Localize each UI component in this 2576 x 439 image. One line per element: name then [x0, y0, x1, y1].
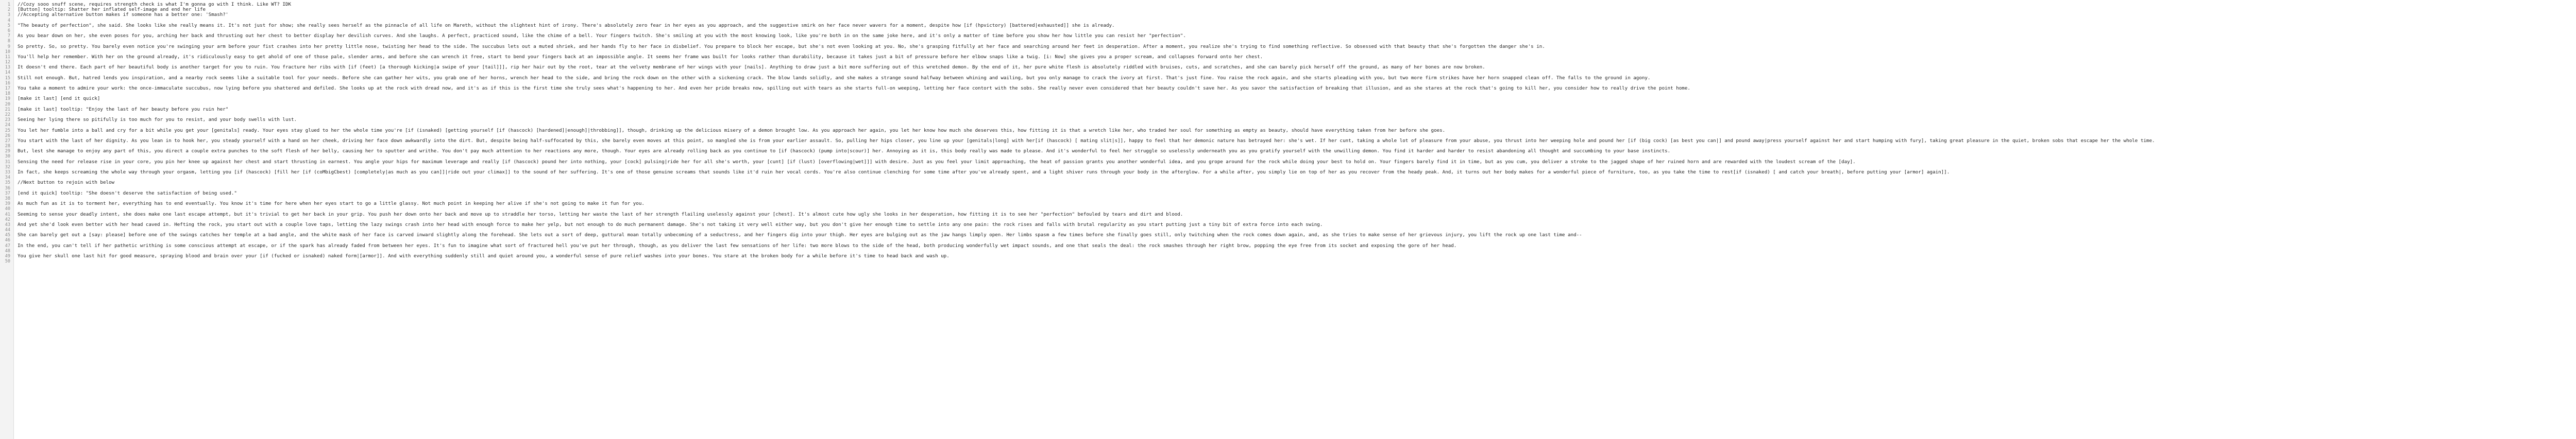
line-text[interactable]: Seeing her lying there so pitifully is too much for you to resist, and your body swells with lust. — [18, 117, 297, 123]
line-text[interactable]: She can barely get out a [say: please] before one of the swings catches her temple at a bad angle, and the white mask of her face is carved inward slightly along the forehead. She lets out a sort of deep, guttural moan totally unbecoming of a seductress, and her fingers dig into your thigh. Her eyes are bulging out as the jaw hangs limply open. Her limbs spasm a few times before she finally goes still, only twitching when the rock comes down again, and, as she tries to make sense of her grievous injury, you lift the rock up one last time and-- — [18, 233, 1582, 238]
editor-line[interactable] — [0, 170, 2576, 175]
editor-line[interactable] — [0, 206, 2576, 212]
line-number: 19 — [5, 96, 10, 102]
line-number: 37 — [5, 190, 10, 196]
line-number: 1 — [7, 2, 10, 7]
line-text[interactable]: [Button] tooltip: Shatter her inflated self-image and end her life — [18, 7, 206, 13]
editor-line[interactable] — [0, 2, 2576, 7]
line-text[interactable]: //Accepting alternative button makes if someone has a better one: 'Smash?' — [18, 12, 229, 18]
line-text[interactable]: It doesn't end there. Each part of her beautiful body is another target for you to ruin. You fracture her ribs with [if (feet) [a thorough kicking|a swipe of your [tail]]], rip her hair out by the root, tear at the velvety membrane of her wings with your [nails]. Anything to draw just a bit more suffering out of this wretched demon. By the end of it, her pure white flesh is absolutely riddled with bruises, cuts, and scratches, and she can barely pick herself off the ground, as many of her bones are now broken. — [18, 65, 1485, 71]
line-number: 12 — [5, 60, 10, 65]
editor-line[interactable] — [0, 191, 2576, 196]
editor-line[interactable] — [0, 102, 2576, 107]
line-text[interactable]: You let her fumble into a ball and cry for a bit while you get your [genitals] ready. Your eyes stay glued to her the whole time you're [if (isnaked) [getting yourself [if (hascock) [hardened]|enough]|throbbing]], though, drinking up the delicious misery of a demon brought low. As you approach her again, you let her know how much she deserves this, how fitting it is that a wretch like her, who traded her soul for something as empty as beauty, should have everything taken from her before she goes. — [18, 128, 1446, 133]
line-number: 33 — [5, 170, 10, 175]
line-number: 42 — [5, 217, 10, 222]
line-text[interactable]: //Cozy sooo snuff scene, requires strength check is what I'm gonna go with I think. Like WT? IDK — [18, 2, 292, 7]
line-number: 29 — [5, 149, 10, 154]
editor-line[interactable] — [0, 28, 2576, 33]
editor-line[interactable] — [0, 60, 2576, 65]
editor-line[interactable] — [0, 128, 2576, 133]
line-number: 38 — [5, 196, 10, 201]
editor-line[interactable] — [0, 7, 2576, 12]
editor-line[interactable] — [0, 44, 2576, 49]
line-number: 10 — [5, 49, 10, 55]
line-number: 28 — [5, 144, 10, 149]
editor-line[interactable] — [0, 49, 2576, 55]
editor-line[interactable] — [0, 65, 2576, 70]
line-number: 44 — [5, 227, 10, 233]
line-text[interactable]: Sensing the need for release rise in your core, you pin her knee up against her chest and start thrusting in earnest. You angle your hips for maximum leverage and really [if (hascock) pound her into nothing, your [cock] pulsing|ride her for all she's worth, your [cunt] [if (lust) [overflowing|wet]]] with desire. Just as you feel your limit approaching, the heat of passion grants you another wonderful idea, and you grope around for the rock while doing your best to hold on. Your fingers barely find it in time, but as you cum, you deliver a stroke to the jagged shape of her ruined horn and are rewarded with the loudest scream of the [day]. — [18, 159, 1856, 165]
editor-line[interactable] — [0, 196, 2576, 201]
line-text[interactable]: So pretty. So, so pretty. You barely even notice you're swinging your arm before your fist crashes into her pretty little nose, twisting her head to the side. The succubus lets out a muted shriek, and her hands fly to her face in disbelief. You prepare to block her escape, but she's not even looking at you. No, she's grasping fitfully at her face and searching around her feet in desperation. After a moment, you realize she's trying to find something reflective. So obsessed with that beauty that she's forgotten the danger she's in. — [18, 44, 1545, 49]
line-number: 3 — [7, 12, 10, 18]
editor-line[interactable] — [0, 165, 2576, 170]
editor-line[interactable] — [0, 12, 2576, 17]
line-number: 9 — [7, 44, 10, 49]
line-number: 46 — [5, 238, 10, 243]
line-text[interactable]: Still not enough. But, hatred lends you inspiration, and a nearby rock seems like a suitable tool for your needs. Before she can gather her wits, you grab one of her horns, wrench her head to the side, and bring the rock down on the other with a sickening crack. The blow lands solidly, and she makes a strange sound halfway between whining and wailing, but you only manage to crack the ivory at first. That's just fine. You raise the rock again, and she starts pleading with you, but two more firm strikes have her horn snapped clean off. The falls to the ground in agony. — [18, 75, 1651, 81]
editor-line[interactable] — [0, 259, 2576, 264]
line-text[interactable]: You start with the last of her dignity. As you lean in to hook her, you steady yourself with a hand on her cheek, driving her face down awkwardly into the dirt. But, despite being half-suffocated by this, she barely even moves at this point, so mangled she is from your earlier assault. So, pulling her hips closer, you line up your [genitals|long] with her[if (hascock) [ mating slit|s]], happy to feel that her demonic nature has betrayed her: she's wet. If her cunt, taking a whole lot of pleasure from your abuse, you thrust into her weeping hole and pound her [if (big cock) [as best you can|] and pound away|press yourself against her and start humping with fury], taking great pleasure in the quiet, broken sobs that escape her the whole time. — [18, 138, 2155, 144]
line-number: 26 — [5, 133, 10, 138]
line-number: 41 — [5, 212, 10, 217]
line-text[interactable]: And yet she'd look even better with her head caved in. Hefting the rock, you start out with a couple love taps, letting the lazy swings crash into her head with enough force to make her yelp, but not enough to do much permanent damage. She's not taking it very well either way, but you don't give her enough time to settle into any one pain: the rock rises and falls with brutal regularity as you start putting just a tiny bit of extra force into each swing. — [18, 222, 1323, 227]
editor-line[interactable] — [0, 222, 2576, 227]
editor-line[interactable] — [0, 249, 2576, 254]
editor-line[interactable] — [0, 254, 2576, 259]
editor-line[interactable] — [0, 96, 2576, 101]
editor-line[interactable] — [0, 175, 2576, 180]
line-text[interactable]: [make it last] tooltip: "Enjoy the last of her beauty before you ruin her" — [18, 107, 229, 112]
line-text[interactable]: You take a moment to admire your work: the once-immaculate succubus, now lying before you shattered and defiled. She looks up at the rock with dread now, and it's as if this is the first time she truly sees what's happening to her. And even her pride breaks now, spilling out with tears as she starts full-on weeping, letting her face contort with the sobs. She really never even considered that her beauty couldn't save her. As you savor the satisfaction of breaking that illusion, and as she stares at the rock that's going to kill her, you consider how to really drive the point home. — [18, 86, 1690, 91]
line-number: 35 — [5, 180, 10, 186]
line-number: 20 — [5, 101, 10, 107]
line-text[interactable]: As you bear down on her, she even poses for you, arching her back and thrusting out her chest to better display her devilish curves. And she laughs. A perfect, practiced sound, like the chime of a bell. Your fingers twitch. She's smiling at you with the most knowing look, like you're both in on the same joke here, and it's only a matter of time before you show her how little you can resist her "perfection". — [18, 33, 1186, 39]
editor-line[interactable] — [0, 227, 2576, 233]
line-number: 23 — [5, 117, 10, 123]
editor-line[interactable] — [0, 76, 2576, 81]
line-number: 22 — [5, 112, 10, 117]
line-text[interactable]: "The beauty of perfection", she said. She looks like she really means it. It's not just for show; she really sees herself as the pinnacle of all life on Mareth, without the slightest hint of irony. There's absolutely zero fear in her eyes as you approach, and the suggestive smirk on her face never wavers for a moment, despite how [if (hpvictory) [battered|exhausted]] she is already. — [18, 23, 1115, 28]
editor-line[interactable] — [0, 112, 2576, 117]
editor-line[interactable] — [0, 55, 2576, 60]
line-text[interactable]: You'll help her remember. With her on the ground already, it's ridiculously easy to get ahold of one of those pale, slender arms, and before she can wrench it free, start to bend your fingers back at an impossible angle. It seems her frame was built for looks rather than durability, because it takes just a bit of pressure before her elbow snaps like a twig. [i: Now] she gives you a proper scream, and collapses forward onto her chest. — [18, 54, 1263, 60]
line-text[interactable]: In the end, you can't tell if her pathetic writhing is some conscious attempt at escape, or if the spark has already faded from between her eyes. It's fun to imagine what sort of fractured hell you've put her through, though, as you deliver the last few sensations of her life: two more blows to the side of the head, both producing wonderfully wet impact sounds, and one that seals the deal: the rock smashes through her right brow, popping the eye free from its socket and exposing the gore of her head. — [18, 243, 1457, 249]
editor-line[interactable] — [0, 212, 2576, 217]
line-number: 18 — [5, 91, 10, 97]
line-number: 50 — [5, 259, 10, 265]
line-number: 4 — [7, 17, 10, 23]
line-number: 39 — [5, 201, 10, 207]
line-text[interactable]: In fact, she keeps screaming the whole way through your orgasm, letting you [if (hascock) [fill her [if (coMbigCbest) [completely|as much as you can]]|ride out your climax]] to the sound of her suffering. It's one of those genuine screams that sounds like it'd ruin her vocal cords. You're also continue clenching for some time after you've already spent, and a light shiver runs through your body in the afterglow. For a while after, you simply lie on top of her as you recover from the heady peak. And, it turns out her body makes for a wonderful piece of furniture, too, as you take the time to rest[if (isnaked) [ and catch your breath|, before putting your [armor] again]]. — [18, 170, 1950, 175]
line-number: 16 — [5, 80, 10, 86]
editor-line[interactable] — [0, 233, 2576, 238]
editor-line[interactable] — [0, 186, 2576, 191]
line-text[interactable]: [end it quick] tooltip: "She doesn't deserve the satisfaction of being used." — [18, 190, 237, 196]
line-number: 43 — [5, 222, 10, 227]
line-number: 30 — [5, 154, 10, 160]
line-text[interactable]: [make it last] [end it quick] — [18, 96, 100, 102]
line-text[interactable]: But, lest she manage to enjoy any part of this, you direct a couple extra punches to the soft flesh of her belly, causing her to sputter and writhe. You don't pay much attention to her reactions any more, though. Your eyes are already rolling back as you continue to [if (hascock) (pump into|scour)] her. Annoying as it is, this body really was made to please. And it's wonderful to feel her struggle so uselessly underneath you as you gratify yourself with the unwilling demon. You find it harder and harder to resist abandoning all thought and succumbing to your base instincts. — [18, 149, 1671, 154]
editor-line[interactable] — [0, 217, 2576, 222]
line-number: 13 — [5, 65, 10, 71]
line-number: 45 — [5, 233, 10, 238]
editor-lines[interactable] — [0, 2, 2576, 264]
line-number: 11 — [5, 54, 10, 60]
editor-line[interactable] — [0, 243, 2576, 249]
editor-line[interactable] — [0, 154, 2576, 159]
line-number: 21 — [5, 107, 10, 112]
line-number: 36 — [5, 185, 10, 191]
editor-line[interactable] — [0, 160, 2576, 165]
line-number: 34 — [5, 175, 10, 181]
editor-line[interactable] — [0, 180, 2576, 185]
editor-line[interactable] — [0, 86, 2576, 91]
line-number: 31 — [5, 159, 10, 165]
line-number: 14 — [5, 70, 10, 76]
line-text[interactable]: Seeming to sense your deadly intent, she does make one last escape attempt, but it's trivial to get her back in your grip. You push her down onto her back and move up to straddle her torso, letting her waste the last of her strength flailing uselessly against your [chest]. It's almost cute how ugly she looks in her desperation, how fitting it is to see her "perfection" befouled by tears and dirt and blood. — [18, 212, 1183, 217]
line-number: 6 — [7, 28, 10, 33]
line-number: 8 — [7, 39, 10, 44]
editor-line[interactable] — [0, 117, 2576, 122]
line-number: 2 — [7, 7, 10, 13]
line-text[interactable]: You give her skull one last hit for good measure, spraying blood and brain over your [if (fucked or isnaked) naked form|[armor]]. And with everything suddenly still and quiet around you, a wonderful sense of pure relief washes into your bones. You stare at the broken body for a while before it's time to head back and wash up. — [18, 254, 950, 259]
line-number: 24 — [5, 122, 10, 128]
editor-line[interactable] — [0, 107, 2576, 112]
editor-line[interactable] — [0, 91, 2576, 96]
line-text[interactable]: As much fun as it is to torment her, everything has to end eventually. You know it's time for here when her eyes start to go a little glassy. Not much point in keeping her alive if she's not going to make it fun for you. — [18, 201, 645, 207]
editor-line[interactable] — [0, 238, 2576, 243]
line-number: 5 — [7, 23, 10, 28]
editor-line[interactable] — [0, 70, 2576, 75]
line-number: 25 — [5, 128, 10, 133]
editor-line[interactable] — [0, 81, 2576, 86]
editor-line[interactable] — [0, 23, 2576, 28]
editor-line[interactable] — [0, 138, 2576, 144]
line-text[interactable]: //Next button to rejoin with below — [18, 180, 115, 186]
editor-line[interactable] — [0, 122, 2576, 128]
line-number: 17 — [5, 86, 10, 91]
editor-line[interactable] — [0, 144, 2576, 149]
editor-line[interactable] — [0, 18, 2576, 23]
line-number: 7 — [7, 33, 10, 39]
editor-line[interactable] — [0, 133, 2576, 138]
line-number: 49 — [5, 254, 10, 259]
editor-line[interactable] — [0, 201, 2576, 206]
editor-line[interactable] — [0, 33, 2576, 39]
line-number: 40 — [5, 206, 10, 212]
line-number: 47 — [5, 243, 10, 249]
line-number: 48 — [5, 248, 10, 254]
line-number: 32 — [5, 164, 10, 170]
line-number: 27 — [5, 138, 10, 144]
editor-line[interactable] — [0, 39, 2576, 44]
line-number: 15 — [5, 75, 10, 81]
editor-line[interactable] — [0, 149, 2576, 154]
